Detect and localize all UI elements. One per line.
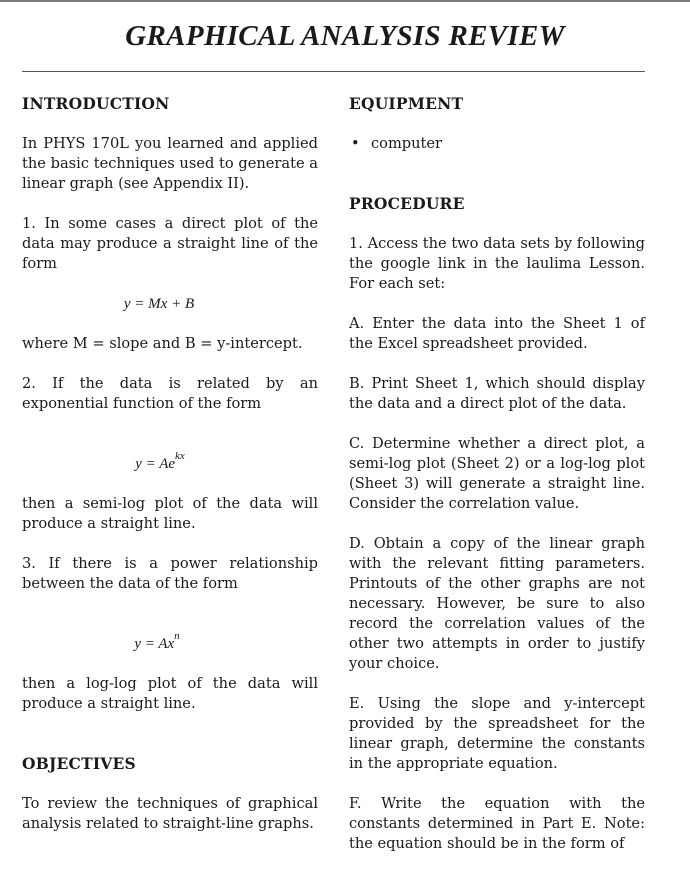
equation-power: $y = Ax^n$ — [134, 630, 180, 652]
item-1-where: where M = slope and B = y-intercept. — [22, 335, 303, 352]
introduction-heading: INTRODUCTION — [22, 94, 170, 113]
procedure-step-f: F. Write the equation with the constants determined in Part E. Note: the equation should be in the form of — [349, 795, 645, 852]
item-1-text: 1. In some cases a direct plot of the data may produce a straight line of the form — [22, 215, 318, 272]
title-divider — [22, 71, 645, 72]
procedure-step-c: C. Determine whether a direct plot, a semi-log plot (Sheet 2) or a log-log plot (Sheet 3) will generate a straight line. Consider the correlation value. — [349, 435, 645, 512]
right-column — [349, 84, 645, 854]
top-border-line — [0, 0, 690, 2]
procedure-step-b: B. Print Sheet 1, which should display the data and a direct plot of the data. — [349, 375, 645, 412]
item-3-text: 3. If there is a power relationship between the data of the form — [22, 555, 318, 592]
procedure-heading: PROCEDURE — [349, 194, 465, 213]
intro-paragraph: In PHYS 170L you learned and applied the basic techniques used to generate a linear graph (see Appendix II). — [22, 135, 318, 192]
objectives-heading: OBJECTIVES — [22, 754, 136, 773]
procedure-step-e: E. Using the slope and y-intercept provided by the spreadsheet for the linear graph, determine the constants in the appropriate equation. — [349, 695, 645, 772]
equipment-item — [349, 134, 645, 154]
item-2-after: then a semi-log plot of the data will produce a straight line. — [22, 495, 318, 532]
bullet-icon: • — [351, 135, 360, 152]
item-3-after: then a log-log plot of the data will produce a straight line. — [22, 675, 318, 712]
left-column — [22, 84, 318, 834]
equation-linear: y = Mx + B — [123, 296, 195, 312]
objectives-paragraph: To review the techniques of graphical analysis related to straight-line graphs. — [22, 795, 318, 832]
procedure-step-1: 1. Access the two data sets by following the google link in the laulima Lesson. For each set: — [349, 235, 645, 292]
procedure-step-d: D. Obtain a copy of the linear graph with the relevant fitting parameters. Printouts of the other graphs are not necessary. However, be sure to also record the correlation values of the other two attempts in order to justify your choice. — [349, 535, 645, 672]
page-title: GRAPHICAL ANALYSIS REVIEW — [125, 20, 565, 52]
procedure-step-a: A. Enter the data into the Sheet 1 of the Excel spreadsheet provided. — [349, 315, 645, 352]
equation-exponential: $y = Ae^{kx}$ — [135, 450, 185, 472]
equipment-heading: EQUIPMENT — [349, 94, 464, 113]
item-2-text: 2. If the data is related by an exponential function of the form — [22, 375, 318, 412]
equipment-item-label: computer — [371, 135, 443, 152]
